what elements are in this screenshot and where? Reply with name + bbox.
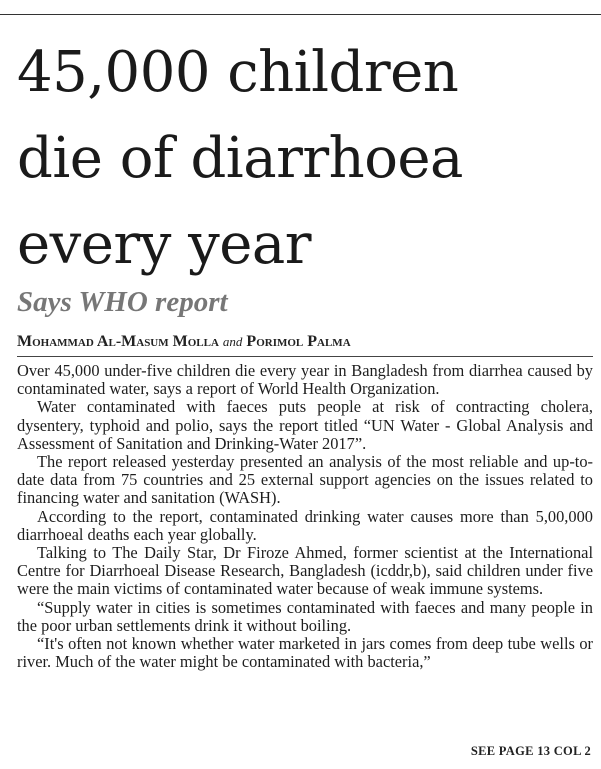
paragraph-7: “It's often not known whether water marketed in jars comes from deep tube wells or river. Much of the water might be contaminated with bacteria,” xyxy=(17,634,593,672)
paragraph-6: “Supply water in cities is sometimes contaminated with faeces and many people in the poor urban settlements drink it without boiling. xyxy=(17,597,593,635)
paragraph-1: Over 45,000 under-five children die every year in Bangladesh from diarrhea caused by contaminated water, says a report of World Health Organization. xyxy=(17,361,593,399)
byline-conjunction: and xyxy=(222,334,243,349)
headline-line-3: every year xyxy=(17,212,312,277)
paragraph-2: Water contaminated with faeces puts people at risk of contracting cholera, dysentery, typhoid and polio, says the report titled “UN Water - Global Analysis and Assessment of Sanitation and Drinking-Water 2017”. xyxy=(17,397,593,453)
headline xyxy=(17,30,597,288)
headline-line-1: 45,000 children xyxy=(17,40,459,105)
byline-author-2: Porimol Palma xyxy=(246,333,351,350)
continuation-note: SEE PAGE 13 COL 2 xyxy=(470,744,591,758)
byline xyxy=(17,332,351,352)
subhead: Says WHO report xyxy=(17,286,228,318)
article-body xyxy=(17,362,593,671)
headline-line-2: die of diarrhoea xyxy=(17,126,463,191)
byline-rule xyxy=(17,356,593,357)
paragraph-4: According to the report, contaminated drinking water causes more than 5,00,000 diarrhoeal deaths each year globally. xyxy=(17,506,593,544)
byline-author-1: Mohammad Al-Masum Molla xyxy=(17,333,219,350)
top-rule xyxy=(0,14,601,15)
paragraph-3: The report released yesterday presented an analysis of the most reliable and up-to-date data from 75 countries and 25 external support agencies on the issues related to financing water and sanitation (WASH). xyxy=(17,452,593,508)
paragraph-5: Talking to The Daily Star, Dr Firoze Ahmed, former scientist at the International Centre for Diarrhoeal Disease Research, Bangladesh (icddr,b), said children under five were the main victims of contaminated water because of weak immune systems. xyxy=(17,543,593,599)
